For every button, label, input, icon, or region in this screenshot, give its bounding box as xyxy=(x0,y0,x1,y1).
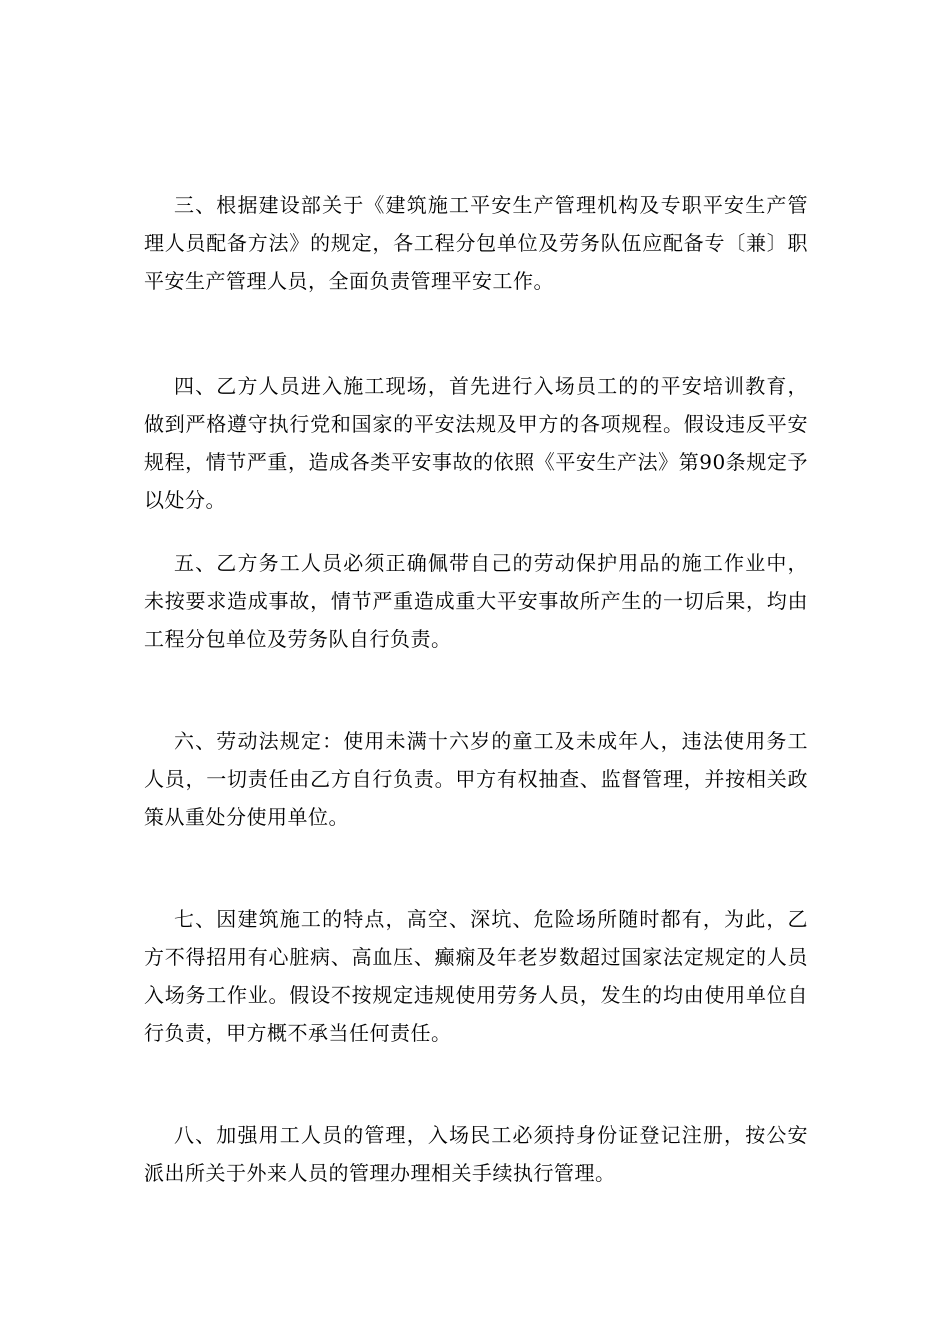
paragraph-clause-4: 四、乙方人员进入施工现场，首先进行入场员工的的平安培训教育，做到严格遵守执行党和国家的平安法规及甲方的各项规程。假设违反平安规程，情节严重，造成各类平安事故的依照《平安生产法》第90条规定予以处分。 xyxy=(144,374,808,512)
paragraph-clause-8: 八、加强用工人员的管理，入场民工必须持身份证登记注册，按公安派出所关于外来人员的管理办理相关手续执行管理。 xyxy=(144,1123,808,1185)
paragraph-clause-7: 七、因建筑施工的特点，高空、深坑、危险场所随时都有，为此，乙方不得招用有心脏病、高血压、癫痫及年老岁数超过国家法定规定的人员入场务工作业。假设不按规定违规使用劳务人员，发生的均由使用单位自行负责，甲方概不承当任何责任。 xyxy=(144,907,808,1045)
paragraph-clause-3: 三、根据建设部关于《建筑施工平安生产管理机构及专职平安生产管理人员配备方法》的规定，各工程分包单位及劳务队伍应配备专〔兼〕职平安生产管理人员，全面负责管理平安工作。 xyxy=(144,193,808,293)
paragraph-clause-5: 五、乙方务工人员必须正确佩带自己的劳动保护用品的施工作业中，未按要求造成事故，情节严重造成重大平安事故所产生的一切后果，均由工程分包单位及劳务队自行负责。 xyxy=(144,551,808,651)
paragraph-clause-6: 六、劳动法规定：使用未满十六岁的童工及未成年人，违法使用务工人员，一切责任由乙方自行负责。甲方有权抽查、监督管理，并按相关政策从重处分使用单位。 xyxy=(144,729,808,829)
